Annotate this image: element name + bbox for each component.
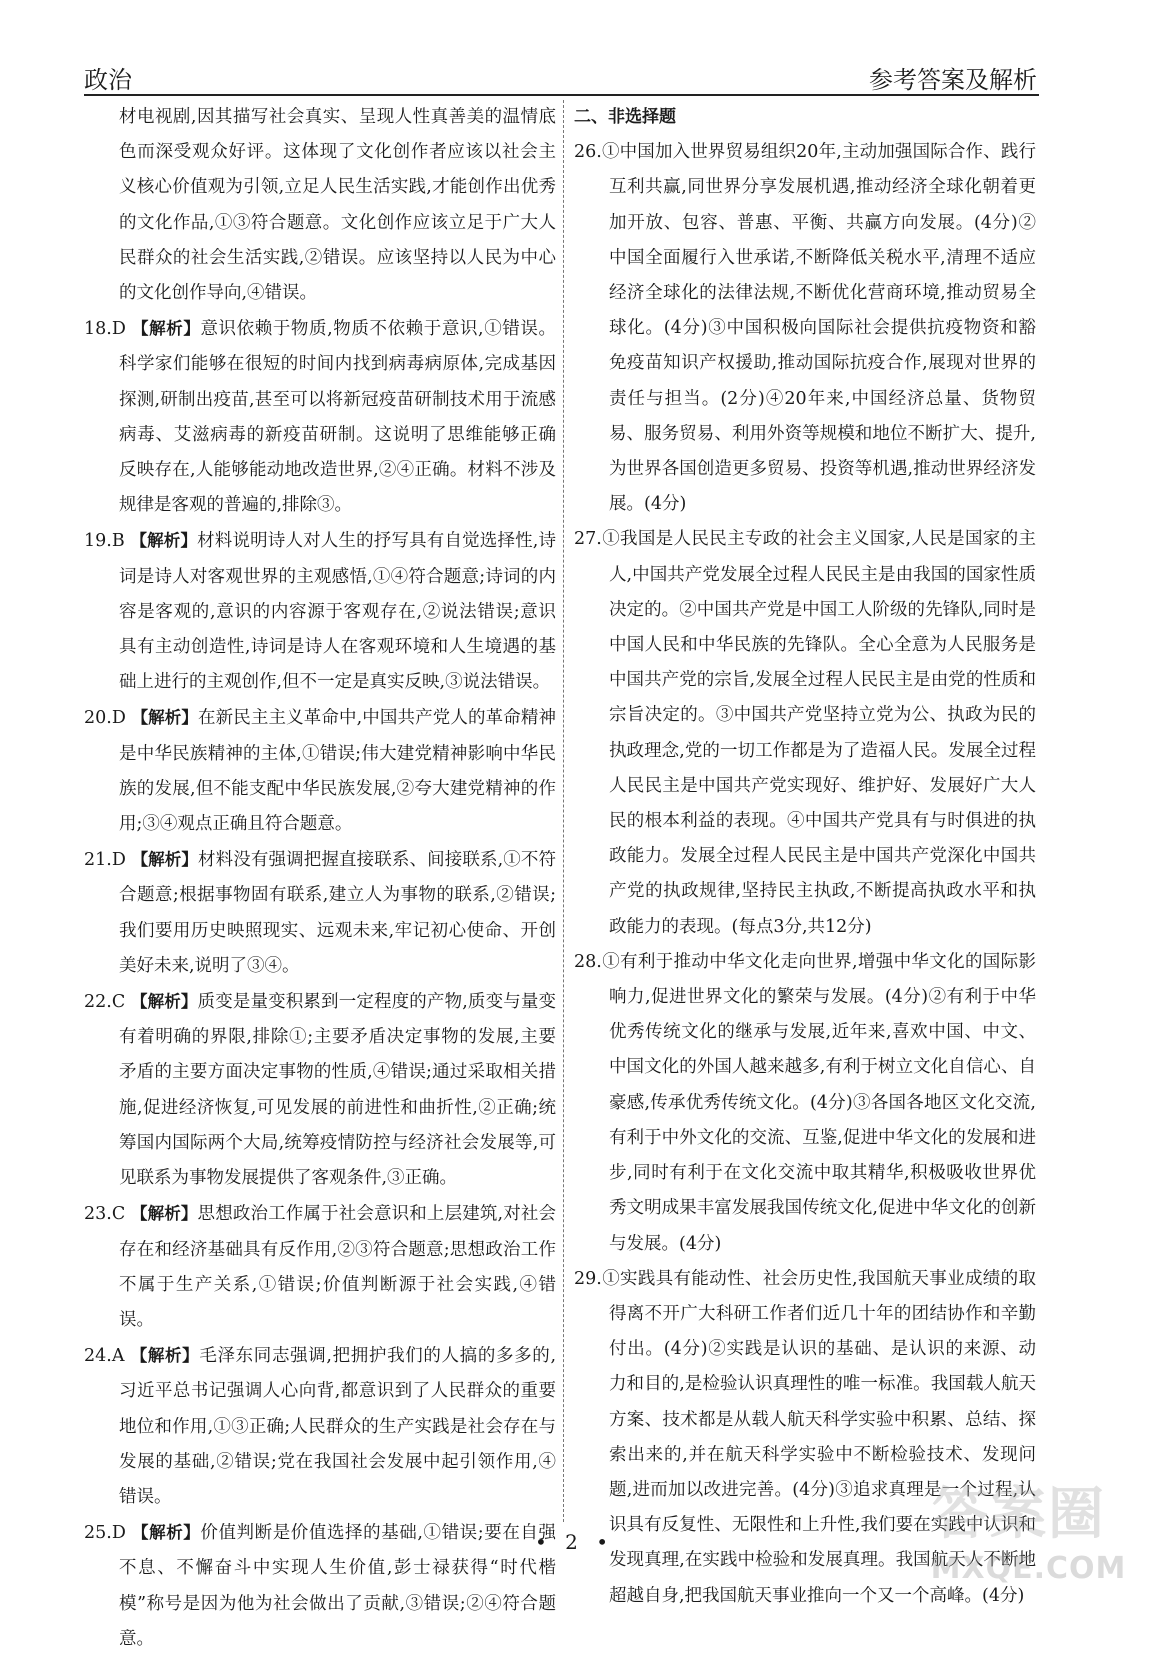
answer-letter: C (111, 1204, 126, 1225)
answer-text: ①实践具有能动性、社会历史性,我国航天事业成绩的取得离不开广大科研工作者们近几十年的团结协作和辛勤付出。(4分)②实践是认识的基础、是认识的来源、动力和目的,是检验认识真理性的唯一标准。我国载人航天方案、技术都是从载人航天科学实验中积累、总结、探索出来的,并在航天科学实验中不断检验技术、发现问题,进而加以改进完善。(4分)③追求真理是一个过程,认识具有反复性、无限性和上升性,我们要在实践中认识和发现真理,在实践中检验和发展真理。我国航天人不断地超越自身,把我国航天事业推向一个又一个高峰。(4分) (601, 1268, 1036, 1606)
section-title-header: 参考答案及解析 (869, 66, 1037, 94)
answer-item-18 (84, 311, 556, 523)
question-number: 23. (84, 1204, 112, 1225)
answer-item-26 (574, 135, 1036, 522)
answer-text: 材料没有强调把握直接联系、间接联系,①不符合题意;根据事物固有联系,建立人为事物的联系,②错误;我们要用历史映照现实、远观未来,牢记初心使命、开创美好未来,说明了③④。 (119, 850, 556, 976)
watermark (926, 1468, 1131, 1586)
subject-title: 政治 (84, 66, 132, 94)
answer-item-23 (84, 1196, 556, 1338)
answer-letter: C (111, 992, 126, 1013)
analysis-tag: 【解析】 (132, 1523, 201, 1543)
analysis-tag: 【解析】 (132, 319, 201, 339)
answer-item-27 (574, 522, 1036, 944)
answer-item-20 (84, 700, 556, 842)
question-number: 29. (574, 1268, 602, 1289)
answer-item-21 (84, 842, 556, 984)
analysis-tag: 【解析】 (130, 992, 198, 1012)
question-number: 20. (84, 708, 112, 729)
answer-letter: D (111, 708, 126, 729)
question-number: 27. (574, 529, 602, 550)
answer-text: 在新民主主义革命中,中国共产党人的革命精神是中华民族精神的主体,①错误;伟大建党精神影响中华民族的发展,但不能支配中华民族发展,②夸大建党精神的作用;③④观点正确且符合题意。 (119, 708, 556, 835)
answer-text: ①中国加入世界贸易组织20年,主动加强国际合作、践行互利共赢,同世界分享发展机遇,推动经济全球化朝着更加开放、包容、普惠、平衡、共赢方向发展。(4分)②中国全面履行入世承诺,不断降低关税水平,清理不适应经济全球化的法律法规,不断优化营商环境,推动贸易全球化。(4分)③中国积极向国际社会提供抗疫物资和豁免疫苗知识产权援助,推动国际抗疫合作,展现对世界的责任与担当。(2分)④20年来,中国经济总量、货物贸易、服务贸易、利用外资等规模和地位不断扩大、提升,为世界各国创造更多贸易、投资等机遇,推动世界经济发展。(4分) (601, 142, 1036, 515)
answer-text: 意识依赖于物质,物质不依赖于意识,①错误。科学家们能够在很短的时间内找到病毒病原体,完成基因探测,研制出疫苗,甚至可以将新冠疫苗研制技术用于流感病毒、艾滋病毒的新疫苗研制。这说明了思维能够正确反映存在,人能够能动地改造世界,②④正确。材料不涉及规律是客观的普遍的,排除③。 (119, 319, 556, 516)
answer-letter: B (111, 531, 125, 552)
page-number: • 2 • (534, 1530, 615, 1554)
non-choice-section-title: 二、非选择题 (574, 107, 676, 127)
watermark-domain: MXQE.COM (930, 1551, 1127, 1586)
answer-text: ①我国是人民民主专政的社会主义国家,人民是国家的主人,中国共产党发展全过程人民民主是由我国的国家性质决定的。②中国共产党是中国工人阶级的先锋队,同时是中国人民和中华民族的先锋队。全心全意为人民服务是中国共产党的宗旨,发展全过程人民民主是由党的性质和宗旨决定的。③中国共产党坚持立党为公、执政为民的执政理念,党的一切工作都是为了造福人民。发展全过程人民民主是中国共产党实现好、维护好、发展好广大人民的根本利益的表现。④中国共产党具有与时俱进的执政能力。发展全过程人民民主是中国共产党深化中国共产党的执政规律,坚持民主执政,不断提高执政水平和执政能力的表现。(每点3分,共12分) (601, 529, 1036, 937)
answer-text: 材电视剧,因其描写社会真实、呈现人性真善美的温情底色而深受观众好评。这体现了文化创作者应该以社会主义核心价值观为引领,立足人民生活实践,才能创作出优秀的文化作品,①③符合题意。文化创作应该立足于广大人民群众的社会生活实践,②错误。应该坚持以人民为中心的文化创作导向,④错误。 (119, 107, 556, 304)
right-column (574, 100, 1036, 1614)
answer-item-22 (84, 984, 556, 1196)
answer-text: 材料说明诗人对人生的抒写具有自觉选择性,诗词是诗人对客观世界的主观感悟,①④符合题意;诗词的内容是客观的,意识的内容源于客观存在,②说法错误;意识具有主动创造性,诗词是诗人在客观环境和人生境遇的基础上进行的主观创作,但不一定是真实反映,③说法错误。 (119, 531, 556, 693)
analysis-tag: 【解析】 (130, 1204, 198, 1224)
answer-text: ①有利于推动中华文化走向世界,增强中华文化的国际影响力,促进世界文化的繁荣与发展。(4分)②有利于中华优秀传统文化的继承与发展,近年来,喜欢中国、中文、中国文化的外国人越来越多,有利于树立文化自信心、自豪感,传承优秀传统文化。(4分)③各国各地区文化交流,有利于中外文化的交流、互鉴,促进中华文化的发展和进步,同时有利于在文化交流中取其精华,积极吸收世界优秀文明成果丰富发展我国传统文化,促进中华文化的创新与发展。(4分) (601, 951, 1036, 1254)
answer-text: 思想政治工作属于社会意识和上层建筑,对社会存在和经济基础具有反作用,②③符合题意;思想政治工作不属于生产关系,①错误;价值判断源于社会实践,④错误。 (119, 1204, 557, 1330)
answer-item-24 (84, 1338, 556, 1515)
answer-text: 价值判断是价值选择的基础,①错误;要在自强不息、不懈奋斗中实现人生价值,彭士禄获得“时代楷模”称号是因为他为社会做出了贡献,③错误;②④符合题意。 (119, 1523, 556, 1649)
header-divider (84, 94, 1039, 96)
answer-letter: A (111, 1346, 125, 1367)
question-number: 28. (574, 951, 602, 972)
answer-item (84, 100, 556, 311)
analysis-tag: 【解析】 (130, 1346, 200, 1366)
question-number: 19. (84, 531, 112, 552)
answer-text: 毛泽东同志强调,把拥护我们的人搞的多多的,习近平总书记强调人心向背,都意识到了人民群众的重要地位和作用,①③正确;人民群众的生产实践是社会存在与发展的基础,②错误;党在我国社会发展中起引领作用,④错误。 (119, 1346, 557, 1507)
question-number: 26. (574, 142, 602, 163)
analysis-tag: 【解析】 (131, 708, 199, 728)
answer-letter: D (111, 1523, 126, 1544)
question-number: 25. (84, 1523, 112, 1544)
answer-letter: D (111, 319, 126, 340)
analysis-tag: 【解析】 (130, 531, 198, 551)
left-column (84, 100, 556, 1657)
column-divider (563, 100, 564, 1522)
answer-item-19 (84, 523, 556, 700)
analysis-tag: 【解析】 (131, 850, 199, 870)
question-number: 24. (84, 1346, 112, 1367)
question-number: 18. (84, 319, 112, 340)
answer-letter: D (111, 850, 126, 871)
watermark-logo: 答案圈 (932, 1482, 1106, 1547)
question-number: 21. (84, 850, 112, 871)
answer-text: 质变是量变积累到一定程度的产物,质变与量变有着明确的界限,排除①;主要矛盾决定事物的发展,主要矛盾的主要方面决定事物的性质,④错误;通过采取相关措施,促进经济恢复,可见发展的前进性和曲折性,②正确;统筹国内国际两个大局,统筹疫情防控与经济社会发展等,可见联系为事物发展提供了客观条件,③正确。 (119, 992, 557, 1189)
answer-item-28 (574, 945, 1036, 1262)
question-number: 22. (84, 992, 112, 1013)
